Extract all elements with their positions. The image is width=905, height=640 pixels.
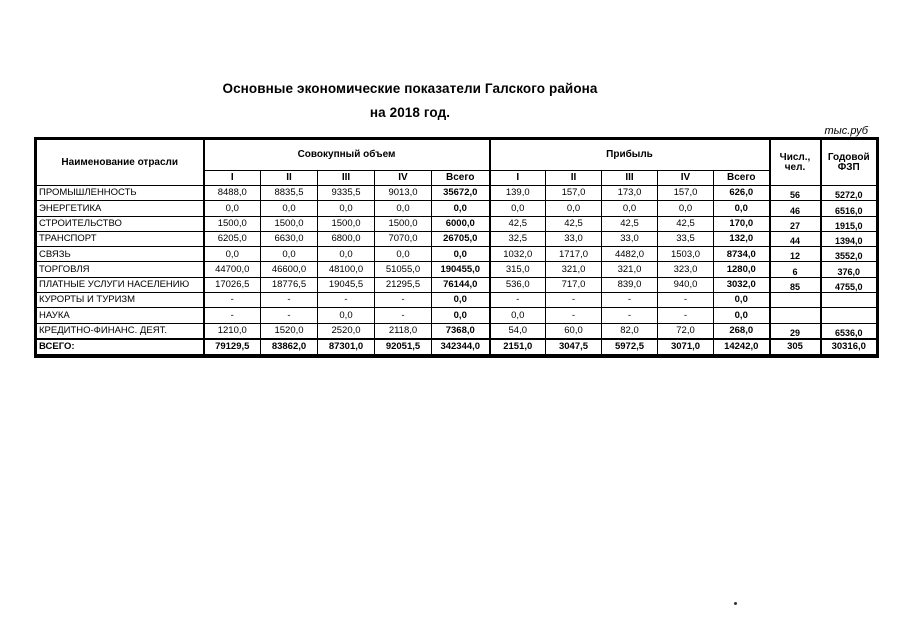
profit-total: 626,0 <box>714 186 770 201</box>
scan-speck <box>734 602 737 605</box>
volume-q4: 21295,5 <box>375 277 432 292</box>
volume-total: 0,0 <box>432 308 490 323</box>
volume-total: 26705,0 <box>432 231 490 246</box>
profit-q4: - <box>658 293 714 308</box>
employee-count: 27 <box>770 216 821 231</box>
volume-q4: - <box>375 308 432 323</box>
profit-total: 132,0 <box>714 231 770 246</box>
profit-q3: 5972,5 <box>602 339 658 355</box>
annual-payroll <box>821 308 877 323</box>
profit-q3: 0,0 <box>602 201 658 216</box>
table-row <box>37 186 877 201</box>
profit-total: 8734,0 <box>714 247 770 262</box>
volume-total: 0,0 <box>432 201 490 216</box>
profit-q4: 3071,0 <box>658 339 714 355</box>
sector-name: ТРАНСПОРТ <box>37 231 204 246</box>
profit-q4: 33,5 <box>658 231 714 246</box>
profit-total: 0,0 <box>714 308 770 323</box>
volume-q2: 1500,0 <box>261 216 318 231</box>
sector-name: НАУКА <box>37 308 204 323</box>
profit-total: 170,0 <box>714 216 770 231</box>
employee-count: 44 <box>770 231 821 246</box>
volume-q2: 6630,0 <box>261 231 318 246</box>
volume-total: 342344,0 <box>432 339 490 355</box>
volume-q2: 1520,0 <box>261 323 318 339</box>
header-vol-q4: IV <box>375 171 432 186</box>
header-profit-q4: IV <box>658 171 714 186</box>
table-row <box>37 231 877 246</box>
table-row <box>37 201 877 216</box>
employee-count: 85 <box>770 277 821 292</box>
profit-q1: 2151,0 <box>490 339 546 355</box>
volume-q3: 48100,0 <box>318 262 375 277</box>
table-row <box>37 277 877 292</box>
profit-q3: - <box>602 293 658 308</box>
header-vol-q1: I <box>204 171 261 186</box>
volume-q4: 0,0 <box>375 201 432 216</box>
profit-q1: 139,0 <box>490 186 546 201</box>
sector-name: ПЛАТНЫЕ УСЛУГИ НАСЕЛЕНИЮ <box>37 277 204 292</box>
annual-payroll: 1394,0 <box>821 231 877 246</box>
employee-count: 12 <box>770 247 821 262</box>
header-profit: Прибыль <box>490 140 770 171</box>
volume-q2: 18776,5 <box>261 277 318 292</box>
volume-q1: 17026,5 <box>204 277 261 292</box>
profit-q4: 72,0 <box>658 323 714 339</box>
annual-payroll: 376,0 <box>821 262 877 277</box>
volume-q1: 1210,0 <box>204 323 261 339</box>
volume-total: 7368,0 <box>432 323 490 339</box>
profit-q1: 536,0 <box>490 277 546 292</box>
profit-q1: 0,0 <box>490 201 546 216</box>
profit-q3: 4482,0 <box>602 247 658 262</box>
indicators-table <box>36 139 877 356</box>
profit-q1: - <box>490 293 546 308</box>
volume-q3: 6800,0 <box>318 231 375 246</box>
header-name: Наименование отрасли <box>37 140 204 186</box>
volume-total: 76144,0 <box>432 277 490 292</box>
header-profit-total: Всего <box>714 171 770 186</box>
table-row <box>37 247 877 262</box>
table-row <box>37 308 877 323</box>
volume-q4: 51055,0 <box>375 262 432 277</box>
profit-q3: 82,0 <box>602 323 658 339</box>
volume-q4: 7070,0 <box>375 231 432 246</box>
table-row <box>37 262 877 277</box>
sector-name: ПРОМЫШЛЕННОСТЬ <box>37 186 204 201</box>
profit-q2: 60,0 <box>546 323 602 339</box>
profit-total: 0,0 <box>714 293 770 308</box>
sector-name: КРЕДИТНО-ФИНАНС. ДЕЯТ. <box>37 323 204 339</box>
profit-q3: 173,0 <box>602 186 658 201</box>
volume-q3: - <box>318 293 375 308</box>
volume-total: 190455,0 <box>432 262 490 277</box>
annual-payroll: 1915,0 <box>821 216 877 231</box>
header-volume: Совокупный объем <box>204 140 490 171</box>
volume-q1: 79129,5 <box>204 339 261 355</box>
volume-q2: 0,0 <box>261 247 318 262</box>
profit-q3: 839,0 <box>602 277 658 292</box>
volume-q1: - <box>204 293 261 308</box>
header-vol-total: Всего <box>432 171 490 186</box>
profit-q4: 940,0 <box>658 277 714 292</box>
sector-name: СВЯЗЬ <box>37 247 204 262</box>
volume-q1: 0,0 <box>204 247 261 262</box>
profit-q4: 157,0 <box>658 186 714 201</box>
profit-q3: 33,0 <box>602 231 658 246</box>
volume-q1: 0,0 <box>204 201 261 216</box>
volume-q1: - <box>204 308 261 323</box>
annual-payroll: 4755,0 <box>821 277 877 292</box>
volume-total: 6000,0 <box>432 216 490 231</box>
profit-q4: 323,0 <box>658 262 714 277</box>
total-row <box>37 339 877 355</box>
table-body <box>37 186 877 356</box>
profit-q2: - <box>546 308 602 323</box>
profit-q4: 1503,0 <box>658 247 714 262</box>
volume-q2: 0,0 <box>261 201 318 216</box>
volume-q3: 19045,5 <box>318 277 375 292</box>
report-subtitle: на 2018 год. <box>369 105 451 120</box>
volume-q2: - <box>261 308 318 323</box>
employee-count <box>770 293 821 308</box>
header-count: Числ., чел. <box>770 140 821 186</box>
profit-total: 0,0 <box>714 201 770 216</box>
volume-q3: 0,0 <box>318 201 375 216</box>
volume-q3: 2520,0 <box>318 323 375 339</box>
profit-q3: 321,0 <box>602 262 658 277</box>
sector-name: ТОРГОВЛЯ <box>37 262 204 277</box>
employee-count: 56 <box>770 186 821 201</box>
annual-payroll: 6516,0 <box>821 201 877 216</box>
profit-q4: 0,0 <box>658 201 714 216</box>
volume-total: 0,0 <box>432 247 490 262</box>
profit-total: 1280,0 <box>714 262 770 277</box>
volume-q2: 83862,0 <box>261 339 318 355</box>
employee-count: 6 <box>770 262 821 277</box>
table-row <box>37 323 877 339</box>
employee-count: 305 <box>770 339 821 355</box>
annual-payroll: 5272,0 <box>821 186 877 201</box>
profit-q2: 42,5 <box>546 216 602 231</box>
table-row <box>37 216 877 231</box>
annual-payroll: 6536,0 <box>821 323 877 339</box>
profit-q2: 157,0 <box>546 186 602 201</box>
volume-q4: 2118,0 <box>375 323 432 339</box>
profit-q2: 1717,0 <box>546 247 602 262</box>
annual-payroll: 30316,0 <box>821 339 877 355</box>
profit-q1: 42,5 <box>490 216 546 231</box>
sector-name: ЭНЕРГЕТИКА <box>37 201 204 216</box>
volume-q3: 0,0 <box>318 308 375 323</box>
volume-q4: 0,0 <box>375 247 432 262</box>
volume-q3: 0,0 <box>318 247 375 262</box>
profit-q2: 33,0 <box>546 231 602 246</box>
sector-name: ВСЕГО: <box>37 339 204 355</box>
profit-total: 14242,0 <box>714 339 770 355</box>
profit-q3: - <box>602 308 658 323</box>
volume-total: 0,0 <box>432 293 490 308</box>
employee-count: 29 <box>770 323 821 339</box>
volume-q3: 1500,0 <box>318 216 375 231</box>
volume-q2: 46600,0 <box>261 262 318 277</box>
employee-count <box>770 308 821 323</box>
sector-name: КУРОРТЫ И ТУРИЗМ <box>37 293 204 308</box>
volume-q3: 9335,5 <box>318 186 375 201</box>
report-title: Основные экономические показатели Галского района <box>222 81 598 96</box>
volume-q3: 87301,0 <box>318 339 375 355</box>
annual-payroll <box>821 293 877 308</box>
profit-q4: - <box>658 308 714 323</box>
profit-q1: 0,0 <box>490 308 546 323</box>
header-fzp: Годовой ФЗП <box>821 140 877 186</box>
profit-q1: 1032,0 <box>490 247 546 262</box>
volume-q2: 8835,5 <box>261 186 318 201</box>
profit-q3: 42,5 <box>602 216 658 231</box>
profit-total: 268,0 <box>714 323 770 339</box>
profit-q1: 32,5 <box>490 231 546 246</box>
header-profit-q1: I <box>490 171 546 186</box>
volume-q1: 1500,0 <box>204 216 261 231</box>
table-row <box>37 293 877 308</box>
sector-name: СТРОИТЕЛЬСТВО <box>37 216 204 231</box>
unit-label: тыс.руб <box>824 125 868 137</box>
volume-q1: 44700,0 <box>204 262 261 277</box>
profit-q4: 42,5 <box>658 216 714 231</box>
profit-q2: 717,0 <box>546 277 602 292</box>
volume-q2: - <box>261 293 318 308</box>
volume-q4: 9013,0 <box>375 186 432 201</box>
volume-q1: 8488,0 <box>204 186 261 201</box>
volume-q4: 1500,0 <box>375 216 432 231</box>
header-vol-q3: III <box>318 171 375 186</box>
employee-count: 46 <box>770 201 821 216</box>
header-profit-q3: III <box>602 171 658 186</box>
profit-q2: - <box>546 293 602 308</box>
profit-q2: 3047,5 <box>546 339 602 355</box>
profit-q2: 321,0 <box>546 262 602 277</box>
volume-q1: 6205,0 <box>204 231 261 246</box>
profit-q1: 54,0 <box>490 323 546 339</box>
profit-total: 3032,0 <box>714 277 770 292</box>
profit-q1: 315,0 <box>490 262 546 277</box>
header-vol-q2: II <box>261 171 318 186</box>
volume-q4: - <box>375 293 432 308</box>
header-profit-q2: II <box>546 171 602 186</box>
annual-payroll: 3552,0 <box>821 247 877 262</box>
volume-total: 35672,0 <box>432 186 490 201</box>
profit-q2: 0,0 <box>546 201 602 216</box>
volume-q4: 92051,5 <box>375 339 432 355</box>
